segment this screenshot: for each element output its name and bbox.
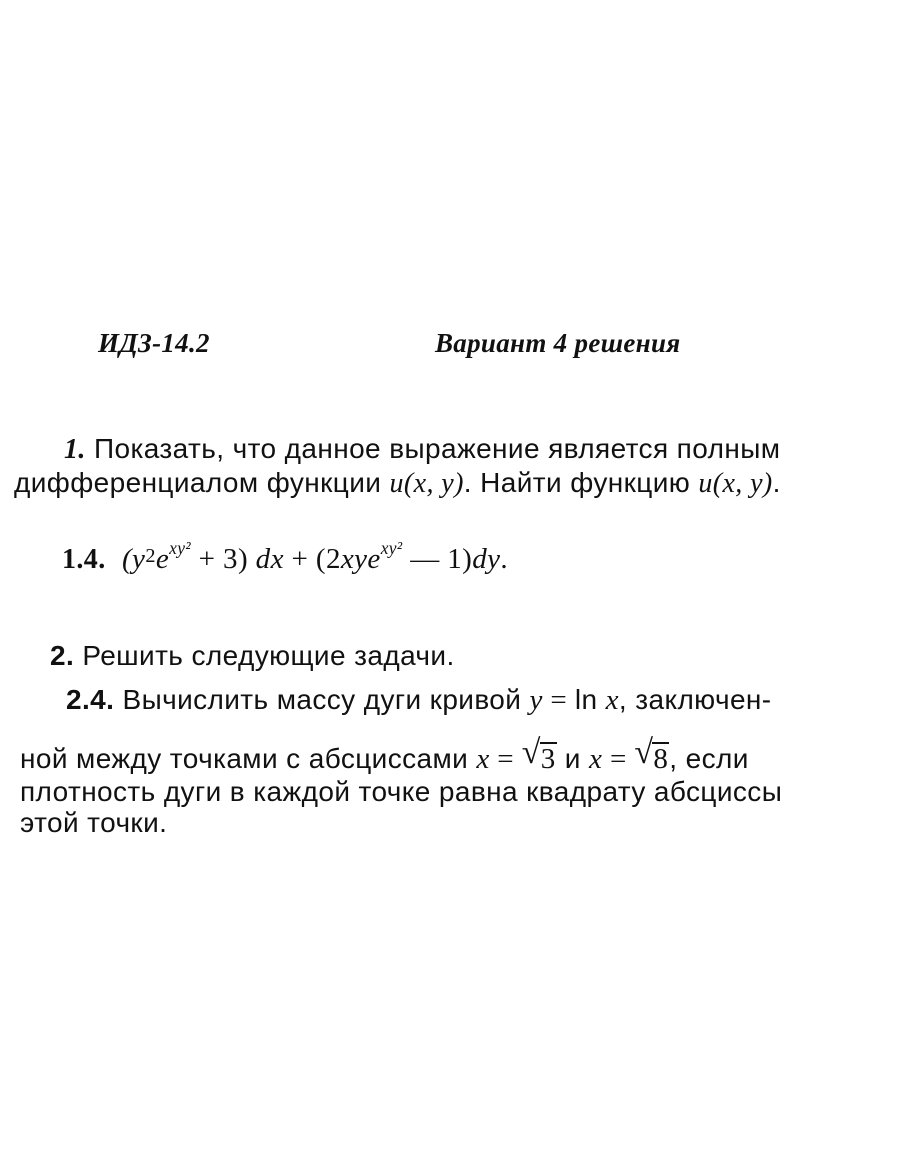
problem-2-4-line4: [20, 807, 167, 839]
formula-p3: — 1): [402, 543, 473, 575]
problem-1-4-number: 1.4.: [62, 544, 106, 575]
problem-2-4-line2: [20, 734, 749, 776]
task1-args: (x, y): [403, 468, 464, 499]
curve-eq: =: [542, 684, 575, 716]
problem-2-4-line4-text: этой точки.: [20, 807, 168, 838]
sqrt-8: [634, 734, 669, 776]
header-left-title: ИДЗ-14.2: [98, 328, 210, 358]
task1-u2: u: [698, 468, 713, 499]
formula-p1: (y: [121, 543, 146, 575]
sqrt-8-value: 8: [653, 743, 669, 775]
problem-2-4-and: и: [556, 743, 590, 774]
radical-icon: √: [521, 734, 541, 771]
task1-number: 1.: [64, 434, 86, 465]
problem-1-4-formula: [121, 538, 509, 575]
bound-2-x: x: [589, 743, 603, 775]
formula-end: .: [500, 543, 509, 575]
problem-2-4-number: 2.4.: [66, 684, 115, 715]
formula-square: 2: [145, 544, 156, 567]
sqrt-3-value: 3: [540, 743, 556, 775]
problem-2-4-line1: [66, 684, 772, 717]
problem-2-4-curve: [530, 684, 575, 716]
bound-1: [476, 734, 556, 775]
problem-2-4-line2-a: ной между точками с абсциссами: [20, 743, 477, 774]
problem-2-4-text-b: , заключен-: [618, 684, 772, 715]
bound-1-x: x: [476, 743, 490, 775]
problem-2-4-line3: [20, 776, 782, 808]
curve-ln: ln: [574, 684, 598, 715]
bound-1-eq: =: [489, 743, 522, 775]
task1-text-line2-b: . Найти функцию: [463, 467, 699, 498]
task2-number: 2.: [50, 640, 75, 671]
task1-end: .: [772, 467, 781, 498]
task1-u: u: [389, 468, 404, 499]
formula-dy: dy: [472, 543, 501, 575]
formula-e: e: [155, 543, 170, 575]
bound-2: [589, 734, 669, 775]
task1-text-line1: Показать, что данное выражение является полным: [94, 433, 781, 464]
formula-xye: xye: [340, 543, 381, 575]
radical-icon: √: [634, 734, 654, 771]
task1-line1: [64, 433, 780, 466]
bound-2-eq: =: [602, 743, 635, 775]
problem-1-4: [62, 538, 509, 576]
formula-dx: dx: [255, 543, 284, 575]
task1-text-line2-a: дифференциалом функции: [14, 467, 390, 498]
header-variant: Вариант 4 решения: [435, 328, 681, 358]
formula-exp1: xy²: [169, 538, 191, 559]
task1-line2: [14, 467, 781, 500]
formula-exp2: xy²: [380, 538, 403, 559]
formula-p2: + 3): [191, 543, 249, 575]
formula-plus: + (2: [283, 543, 341, 575]
sqrt-3: [521, 734, 557, 776]
task2-text: Решить следующие задачи.: [82, 640, 455, 671]
problem-2-4-line3-text: плотность дуги в каждой точке равна квадрату абсциссы: [20, 776, 783, 807]
curve-y: y: [529, 684, 543, 716]
problem-2-4-text-a: Вычислить массу дуги кривой: [122, 684, 530, 715]
task1-args2: (x, y): [712, 468, 773, 499]
curve-x: x: [605, 684, 619, 716]
task2-line: [50, 640, 455, 672]
problem-2-4-line2-b: , если: [669, 743, 749, 774]
